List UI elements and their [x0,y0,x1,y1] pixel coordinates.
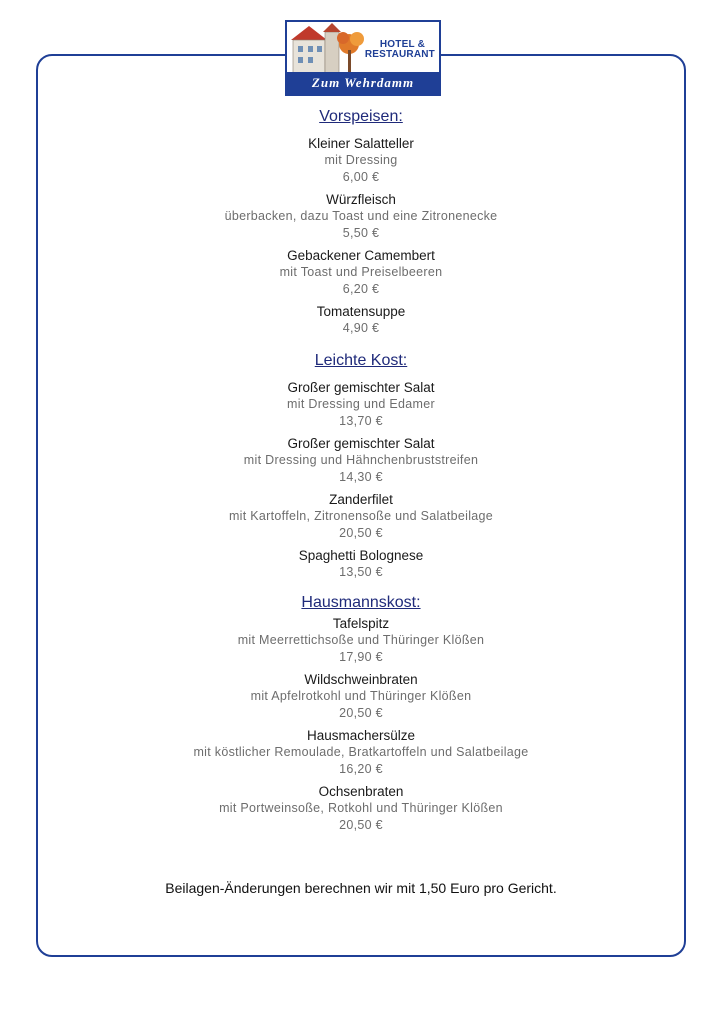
menu-item [36,135,686,186]
section-leichte-kost [36,351,686,581]
logo-line-restaurant: RESTAURANT [364,49,435,60]
item-description: überbacken, dazu Toast und eine Zitronenecke [224,209,498,223]
menu-content [36,100,686,839]
item-description: mit Apfelrotkohl und Thüringer Klößen [250,689,472,703]
item-description: mit Meerrettichsoße und Thüringer Klößen [237,633,485,647]
item-price: 20,50 € [339,818,383,832]
item-price: 17,90 € [339,650,383,664]
logo-name-banner: Zum Wehrdamm [287,72,439,94]
restaurant-logo [285,20,441,96]
item-name: Großer gemischter Salat [287,380,435,395]
item-name: Tafelspitz [332,616,390,631]
menu-item [36,247,686,298]
section-vorspeisen [36,107,686,337]
item-name: Spaghetti Bolognese [298,548,424,563]
item-description: mit Dressing [324,153,398,167]
item-price: 13,70 € [339,414,383,428]
item-description: mit Dressing und Edamer [287,397,435,411]
item-name: Hausmachersülze [306,728,416,743]
menu-item [36,491,686,542]
item-name: Zanderfilet [329,492,393,507]
side-dish-change-note: Beilagen-Änderungen berechnen wir mit 1,50 Euro pro Gericht. [165,880,557,896]
item-price: 16,20 € [339,762,383,776]
item-price: 5,50 € [342,226,380,240]
item-name: Gebackener Camembert [287,248,435,263]
item-name: Wildschweinbraten [304,672,418,687]
item-name: Kleiner Salatteller [308,136,414,151]
menu-item [36,727,686,778]
logo-line-hotel: HOTEL & [379,39,425,50]
item-price: 4,90 € [342,321,380,335]
menu-item [36,435,686,486]
item-price: 6,00 € [342,170,380,184]
section-title: Vorspeisen: [319,108,403,125]
item-description: mit köstlicher Remoulade, Bratkartoffeln und Salatbeilage [193,745,529,759]
menu-item [36,547,686,581]
section-title: Leichte Kost: [314,352,408,369]
item-name: Tomatensuppe [316,304,406,319]
item-description: mit Kartoffeln, Zitronensoße und Salatbeilage [228,509,494,523]
item-description: mit Dressing und Hähnchenbruststreifen [243,453,479,467]
item-name: Würzfleisch [326,192,396,207]
item-name: Ochsenbraten [318,784,404,799]
section-title: Hausmannskost: [301,594,421,611]
section-hausmannskost [36,593,686,834]
item-description: mit Portweinsoße, Rotkohl und Thüringer Klößen [219,801,503,815]
menu-item [36,191,686,242]
item-description: mit Toast und Preiselbeeren [279,265,443,279]
item-price: 6,20 € [342,282,380,296]
menu-item [36,615,686,666]
menu-item [36,783,686,834]
item-price: 20,50 € [339,526,383,540]
item-price: 14,30 € [339,470,383,484]
item-price: 20,50 € [339,706,383,720]
menu-item [36,303,686,337]
item-price: 13,50 € [339,565,383,579]
menu-item [36,671,686,722]
menu-item [36,379,686,430]
item-name: Großer gemischter Salat [287,436,435,451]
